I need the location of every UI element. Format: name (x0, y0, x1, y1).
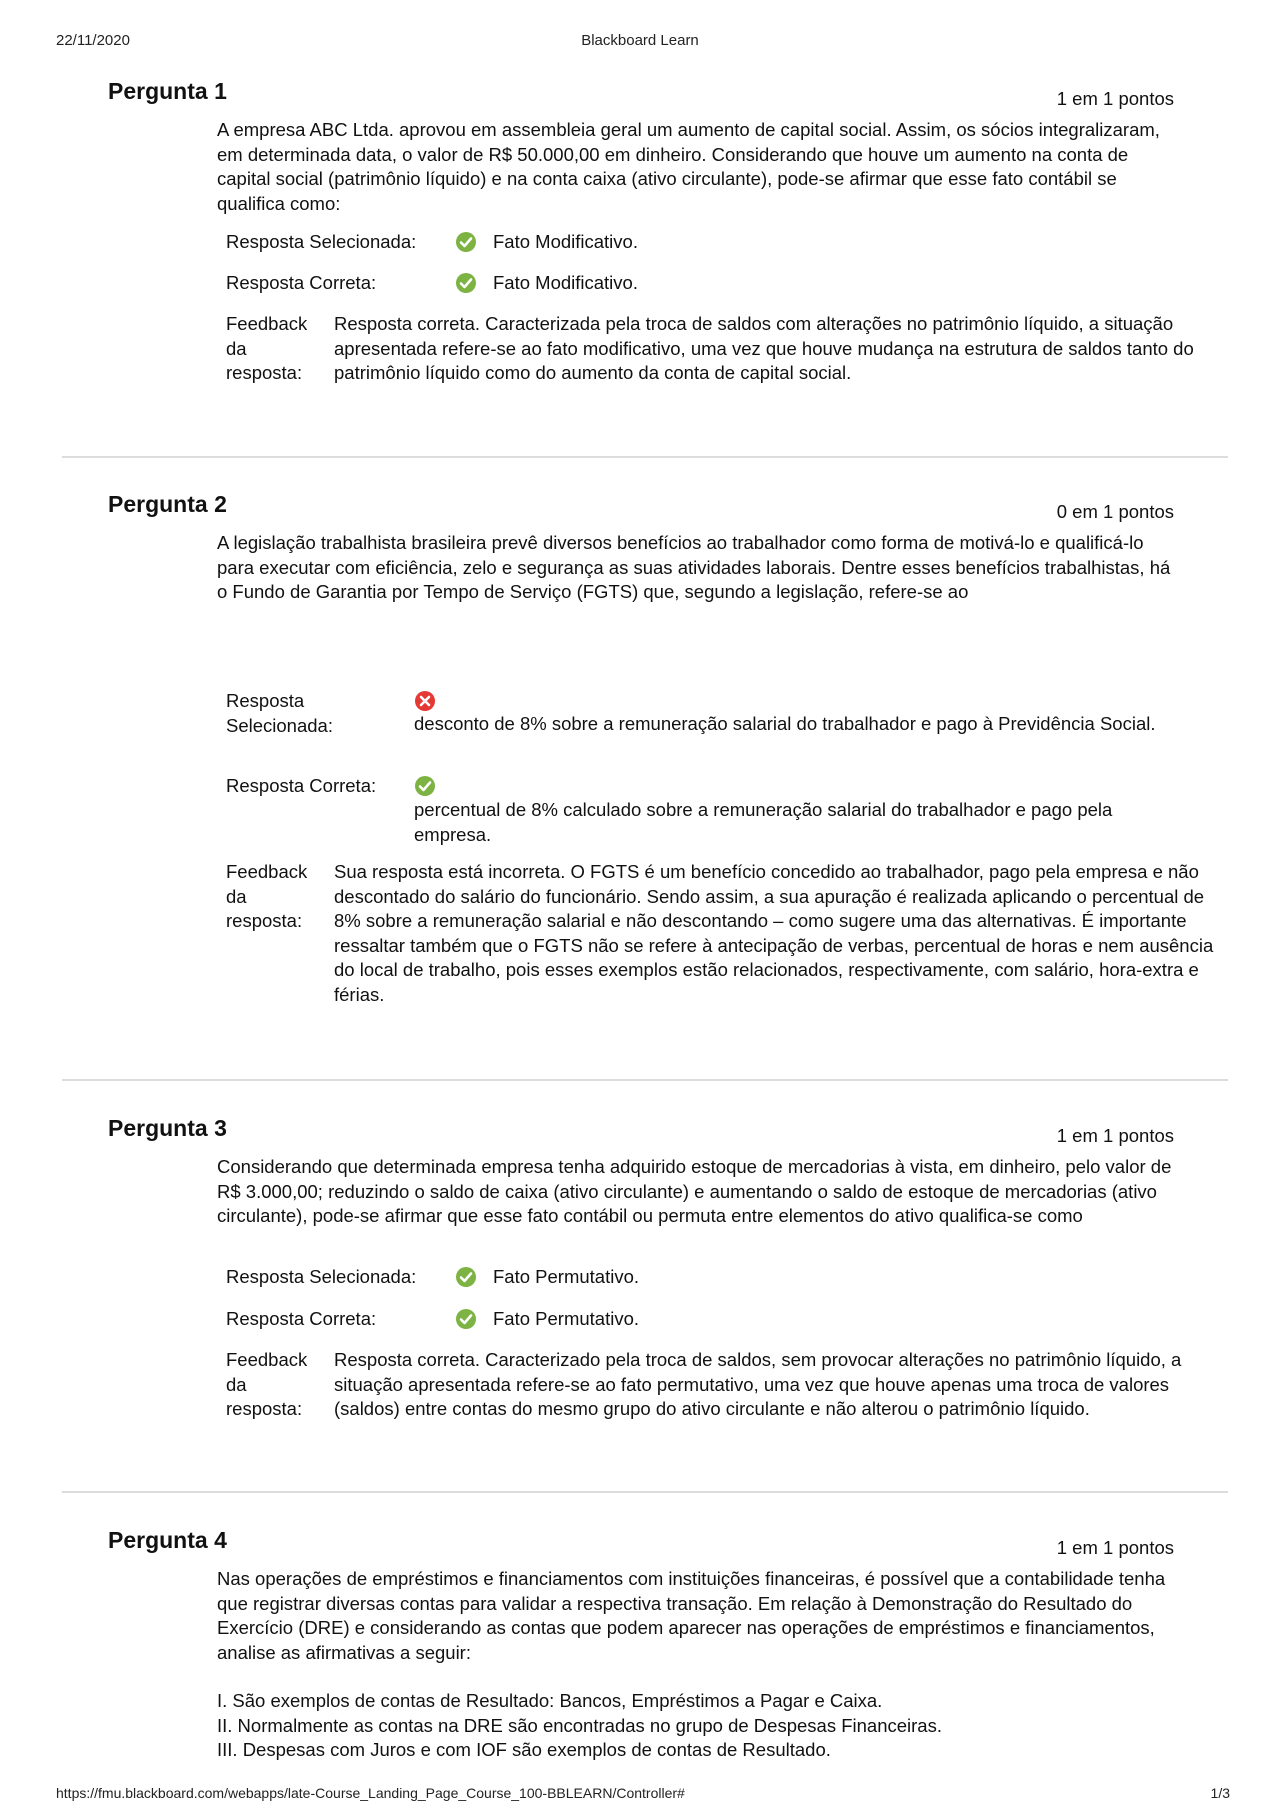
statement-item: III. Despesas com Juros e com IOF são exemplos de contas de Resultado. (217, 1739, 831, 1760)
correct-answer-value: Fato Permutativo. (493, 1308, 640, 1329)
selected-answer-label: Resposta Selecionada: (226, 1266, 417, 1287)
check-icon (455, 1266, 477, 1288)
question-title: Pergunta 3 (108, 1115, 227, 1141)
question-text: A legislação trabalhista brasileira prevê diversos benefícios ao trabalhador como forma de motivá-lo e qualificá-lo para executar com eficiência, zelo e segurança as suas atividades laborais. Dentre esses benefícios trabalhistas, há o Fundo de Garantia por Tempo de Serviço (FGTS) que, segundo a legislação, refere-se ao (217, 532, 1171, 602)
statement-list (217, 1689, 1177, 1763)
check-icon (455, 231, 477, 253)
question-points: 1 em 1 pontos (1056, 1125, 1174, 1146)
question-title: Pergunta 1 (108, 78, 227, 104)
print-title: Blackboard Learn (581, 32, 699, 49)
correct-answer-label: Resposta Correta: (226, 775, 377, 796)
statement-item: I. São exemplos de contas de Resultado: Bancos, Empréstimos a Pagar e Caixa. (217, 1690, 883, 1711)
correct-answer-value: percentual de 8% calculado sobre a remuneração salarial do trabalhador e pago pela empresa. (414, 799, 1113, 845)
divider (62, 456, 1228, 458)
selected-answer-value: Fato Modificativo. (493, 231, 638, 252)
question-title: Pergunta 2 (108, 491, 227, 517)
question-points: 0 em 1 pontos (1056, 501, 1174, 522)
correct-answer-label: Resposta Correta: (226, 1308, 377, 1329)
question-title: Pergunta 4 (108, 1527, 227, 1553)
page-url: https://fmu.blackboard.com/webapps/late-Course_Landing_Page_Course_100-BBLEARN/Controller# (56, 1785, 685, 1801)
feedback-label: Feedback da resposta: (226, 313, 308, 383)
feedback-text: Sua resposta está incorreta. O FGTS é um benefício concedido ao trabalhador, pago pela empresa e não descontado do salário do funcionário. Sendo assim, a sua apuração é realizada aplicando o percentual de 8% sobre a remuneração salarial e não descontando – como sugere uma das alternativas. É importante ressaltar também que o FGTS não se refere à antecipação de verbas, percentual de horas e nem ausência do local de trabalho, pois esses exemplos estão relacionados, respectivamente, com salário, hora-extra e férias. (334, 861, 1214, 1005)
question-text: Nas operações de empréstimos e financiamentos com instituições financeiras, é possível que a contabilidade tenha que registrar diversas contas para validar a respectiva transação. Em relação à Demonstração do Resultado do Exercício (DRE) e considerando as contas que podem aparecer nas operações de empréstimos e financiamentos, analise as afirmativas a seguir: (217, 1568, 1166, 1663)
correct-answer-value: Fato Modificativo. (493, 272, 638, 293)
feedback-text: Resposta correta. Caracterizada pela troca de saldos com alterações no patrimônio líquido, a situação apresentada refere-se ao fato modificativo, uma vez que houve mudança na estrutura de saldos tanto do patrimônio líquido como do aumento da conta de capital social. (334, 313, 1194, 383)
check-icon (414, 775, 436, 797)
feedback-text: Resposta correta. Caracterizado pela troca de saldos, sem provocar alterações no patrimônio líquido, a situação apresentada refere-se ao fato permutativo, uma vez que houve apenas uma troca de valores (saldos) entre contas do mesmo grupo do ativo circulante e não alterou o patrimônio líquido. (334, 1349, 1182, 1419)
page-number: 1/3 (1210, 1785, 1230, 1801)
statement-item: II. Normalmente as contas na DRE são encontradas no grupo de Despesas Financeiras. (217, 1714, 942, 1736)
x-icon (414, 690, 436, 712)
divider (62, 1079, 1228, 1081)
print-footer (0, 1785, 1280, 1807)
check-icon (455, 272, 477, 294)
selected-answer-value: Fato Permutativo. (493, 1266, 640, 1287)
selected-answer-label: Resposta Selecionada: (226, 231, 417, 252)
question-points: 1 em 1 pontos (1056, 88, 1174, 109)
selected-answer-label: Resposta Selecionada: (226, 690, 333, 736)
check-icon (455, 1308, 477, 1330)
selected-answer-value: desconto de 8% sobre a remuneração salarial do trabalhador e pago à Previdência Social. (414, 713, 1156, 734)
question-text: A empresa ABC Ltda. aprovou em assembleia geral um aumento de capital social. Assim, os sócios integralizaram, em determinada data, o valor de R$ 50.000,00 em dinheiro. Considerando que houve um aumento na conta de capital social (patrimônio líquido) e na conta caixa (ativo circulante), pode-se afirmar que esse fato contábil se qualifica como: (217, 119, 1160, 214)
question-points: 1 em 1 pontos (1056, 1537, 1174, 1558)
divider (62, 1491, 1228, 1493)
correct-answer-label: Resposta Correta: (226, 272, 377, 293)
print-header (0, 32, 1280, 54)
feedback-label: Feedback da resposta: (226, 1349, 308, 1419)
print-date: 22/11/2020 (56, 32, 130, 49)
feedback-label: Feedback da resposta: (226, 861, 308, 931)
question-text: Considerando que determinada empresa tenha adquirido estoque de mercadorias à vista, em dinheiro, pelo valor de R$ 3.000,00; reduzindo o saldo de caixa (ativo circulante) e aumentando o saldo de estoque de mercadorias (ativo circulante), pode-se afirmar que esse fato contábil ou permuta entre elementos do ativo qualifica-se como (217, 1156, 1172, 1226)
